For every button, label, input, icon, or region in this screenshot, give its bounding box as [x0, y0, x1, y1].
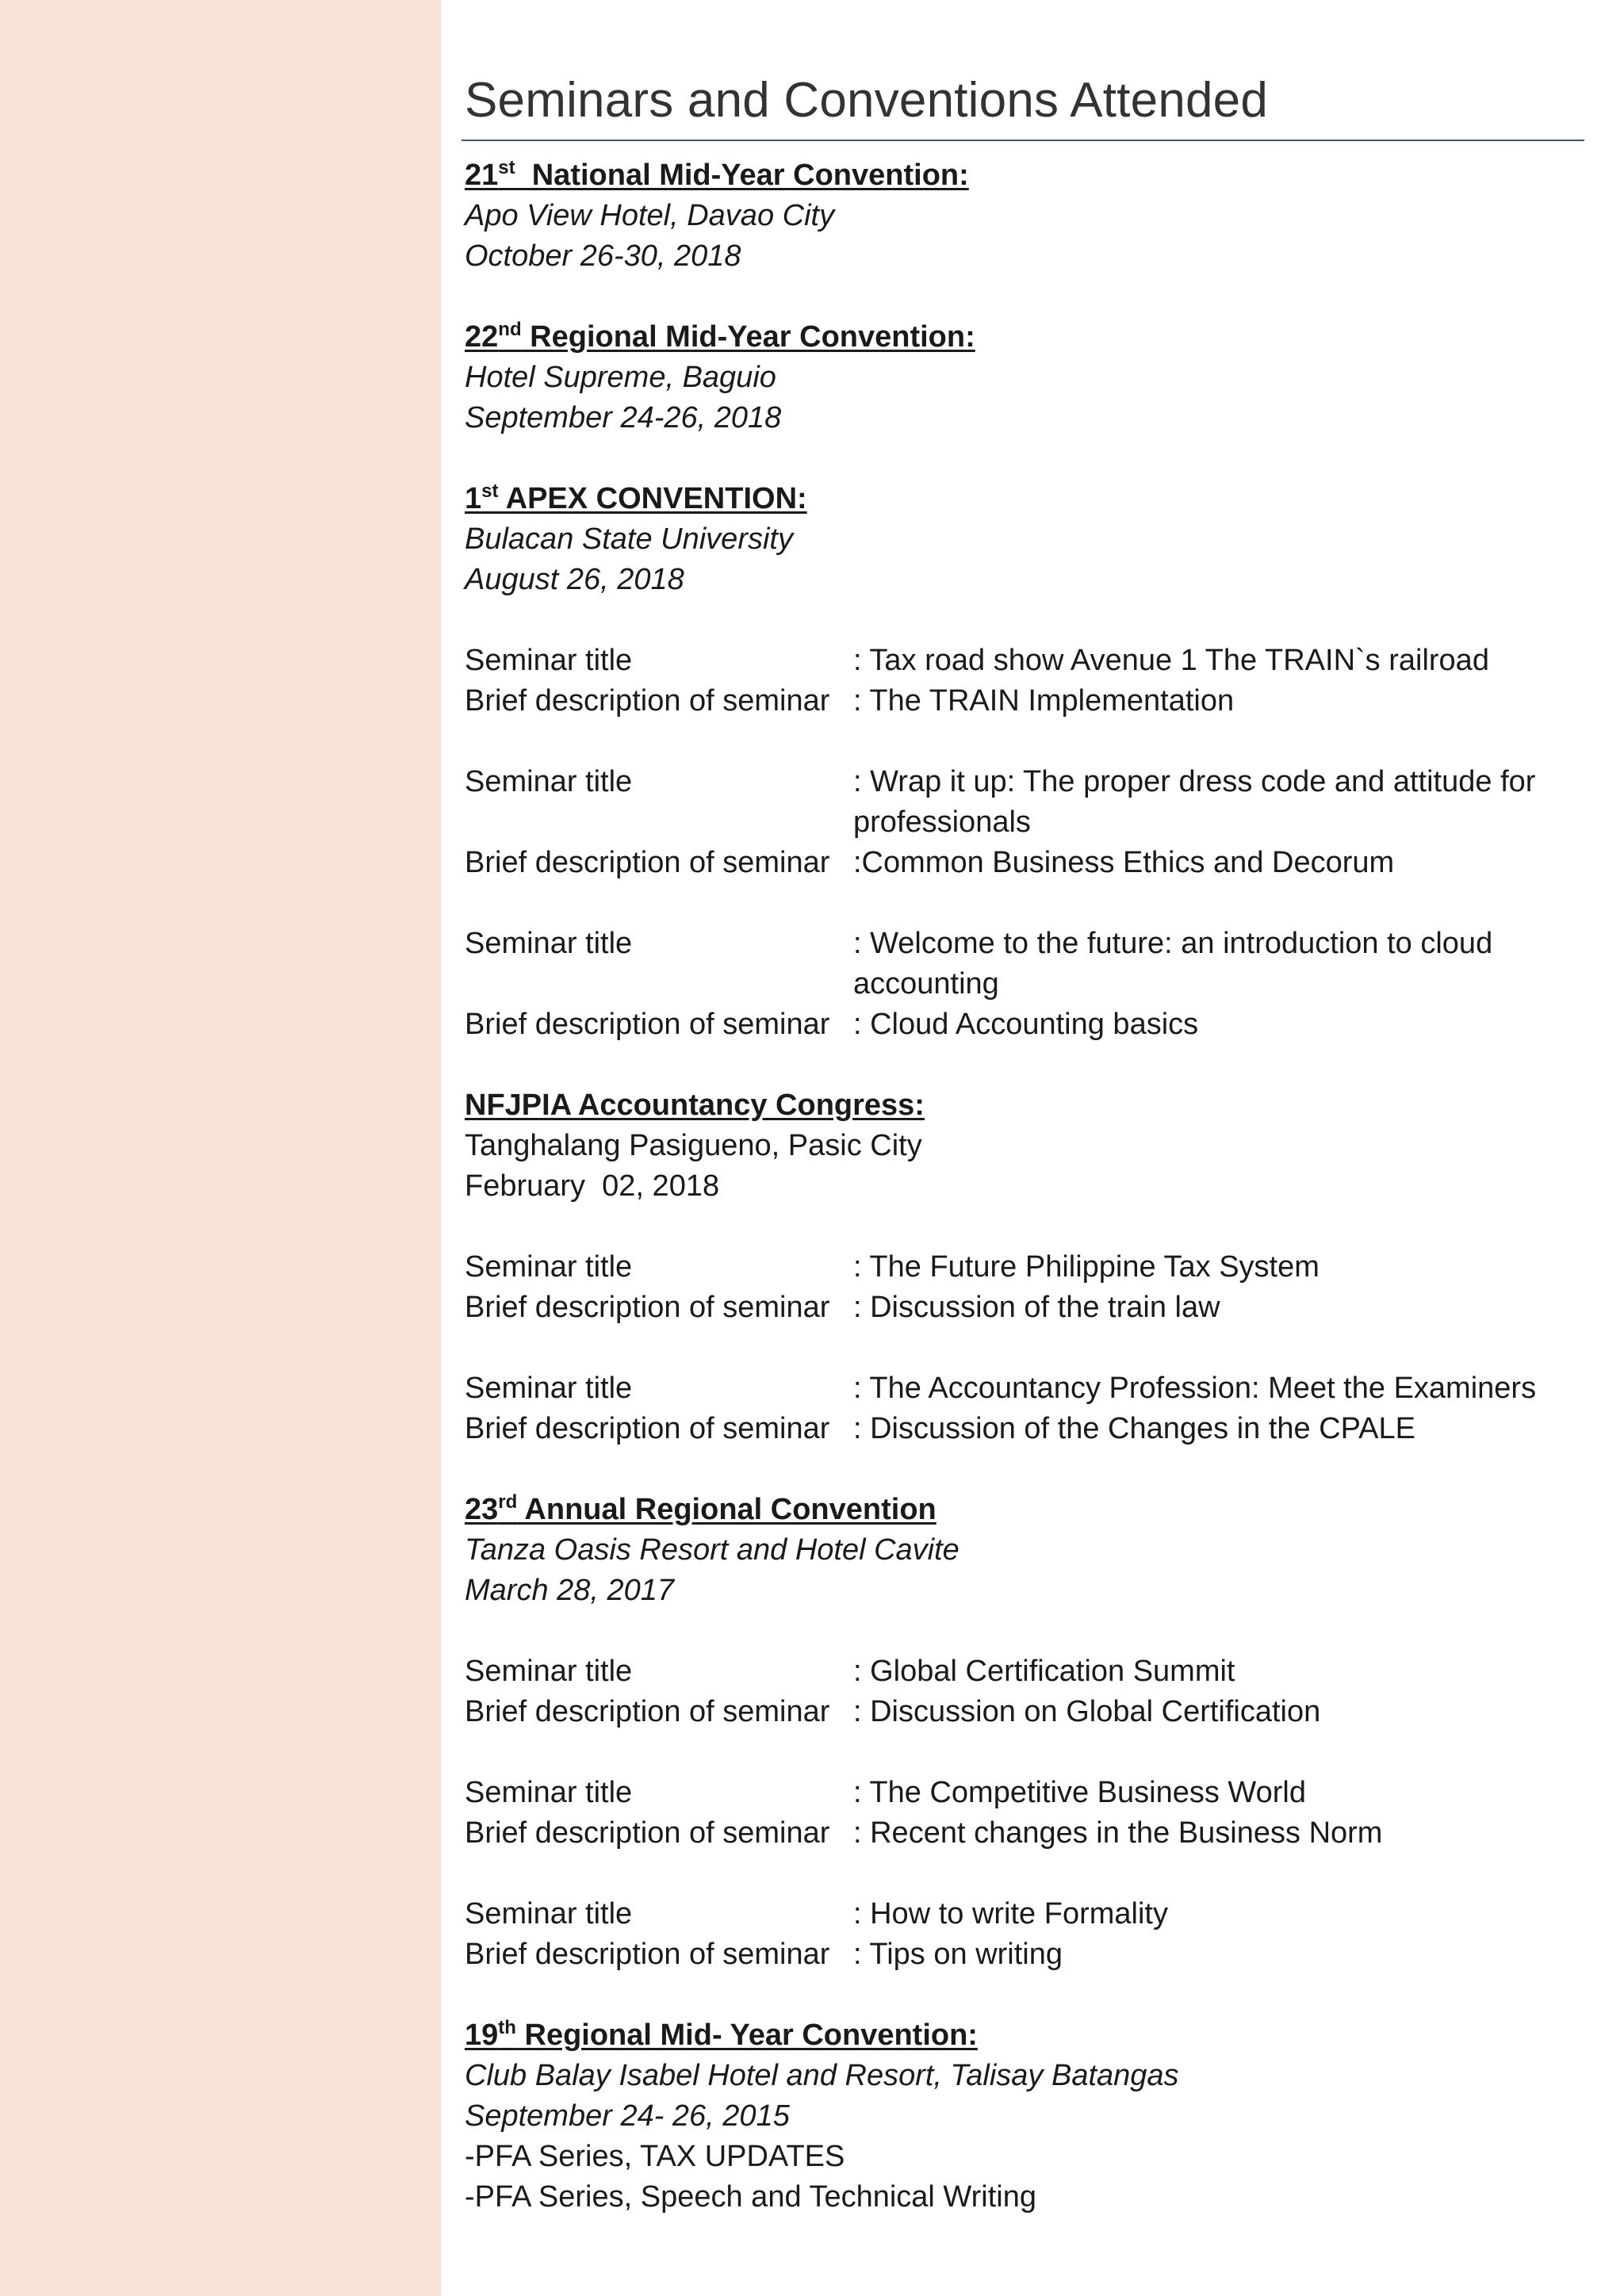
seminar-description-label: Brief description of seminar	[465, 1695, 830, 1728]
seminar-description-value: :Common Business Ethics and Decorum	[853, 846, 1395, 879]
seminar-entry	[465, 1651, 1583, 1732]
seminar-title-label: Seminar title	[465, 1776, 633, 1809]
event-title: 22nd Regional Mid-Year Convention:	[465, 319, 975, 354]
seminar-description-label: Brief description of seminar	[465, 1938, 830, 1971]
event-venue: Club Balay Isabel Hotel and Resort, Talisay Batangas	[465, 2059, 1179, 2092]
events-list	[465, 155, 1583, 2258]
seminar-title-label: Seminar title	[465, 1372, 633, 1405]
seminar-title-value: : Wrap it up: The proper dress code and attitude for professionals	[853, 765, 1536, 839]
seminar-description-label: Brief description of seminar	[465, 1008, 830, 1041]
seminar-description-label: Brief description of seminar	[465, 1816, 830, 1850]
event-title: 19th Regional Mid- Year Convention:	[465, 2017, 978, 2052]
seminar-entry	[465, 641, 1583, 721]
seminar-description-value: : The TRAIN Implementation	[853, 684, 1235, 718]
seminar-entry	[465, 762, 1583, 883]
seminar-title-value: : Welcome to the future: an introduction to cloud accounting	[853, 927, 1493, 1001]
event-section	[465, 479, 1583, 600]
seminar-description-value: : Discussion on Global Certification	[853, 1695, 1321, 1728]
event-title: 21st National Mid-Year Convention:	[465, 157, 969, 192]
event-date: September 24- 26, 2015	[465, 2099, 790, 2133]
event-date: October 26-30, 2018	[465, 239, 741, 273]
event-note: -PFA Series, Speech and Technical Writing	[465, 2180, 1036, 2214]
seminar-entry	[465, 1368, 1583, 1449]
title-divider	[462, 140, 1584, 141]
seminar-entry	[465, 1247, 1583, 1328]
seminar-entry	[465, 924, 1583, 1045]
seminar-title-label: Seminar title	[465, 765, 633, 798]
event-venue: Bulacan State University	[465, 522, 793, 556]
event-section	[465, 317, 1583, 438]
seminar-description-label: Brief description of seminar	[465, 846, 830, 879]
page-header	[465, 65, 1583, 136]
seminar-title-label: Seminar title	[465, 1250, 633, 1284]
seminar-description-value: : Discussion of the train law	[853, 1291, 1220, 1324]
seminar-description-value: : Discussion of the Changes in the CPALE	[853, 1412, 1416, 1445]
seminar-title-label: Seminar title	[465, 644, 633, 677]
left-sidebar-band	[0, 0, 441, 2296]
event-date: August 26, 2018	[465, 563, 684, 596]
event-date: March 28, 2017	[465, 1574, 675, 1607]
seminar-description-value: : Recent changes in the Business Norm	[853, 1816, 1383, 1850]
event-title: NFJPIA Accountancy Congress:	[465, 1089, 925, 1122]
seminar-entry	[465, 1773, 1583, 1854]
seminar-title-value: : How to write Formality	[853, 1897, 1168, 1931]
event-title: 23rd Annual Regional Convention	[465, 1491, 936, 1526]
seminar-description-value: : Tips on writing	[853, 1938, 1063, 1971]
seminar-title-label: Seminar title	[465, 1655, 633, 1688]
seminar-title-label: Seminar title	[465, 1897, 633, 1931]
event-section	[465, 2015, 1583, 2218]
event-date: September 24-26, 2018	[465, 401, 782, 434]
seminar-description-label: Brief description of seminar	[465, 1291, 830, 1324]
event-note: -PFA Series, TAX UPDATES	[465, 2140, 845, 2173]
seminar-entry	[465, 1894, 1583, 1975]
seminar-description-label: Brief description of seminar	[465, 684, 830, 718]
event-section	[465, 155, 1583, 277]
event-date: February 02, 2018	[465, 1169, 720, 1203]
seminar-title-value: : The Future Philippine Tax System	[853, 1250, 1320, 1284]
event-section	[465, 1085, 1583, 1207]
event-section	[465, 1490, 1583, 1611]
seminar-title-value: : The Competitive Business World	[853, 1776, 1306, 1809]
seminar-title-value: : Global Certification Summit	[853, 1655, 1235, 1688]
event-venue: Tanghalang Pasigueno, Pasic City	[465, 1129, 922, 1162]
event-venue: Hotel Supreme, Baguio	[465, 361, 776, 394]
page-title: Seminars and Conventions Attended	[465, 73, 1269, 128]
seminar-description-value: : Cloud Accounting basics	[853, 1008, 1199, 1041]
seminar-description-label: Brief description of seminar	[465, 1412, 830, 1445]
seminar-title-value: : Tax road show Avenue 1 The TRAIN`s railroad	[853, 644, 1489, 677]
event-venue: Tanza Oasis Resort and Hotel Cavite	[465, 1533, 959, 1567]
seminar-title-label: Seminar title	[465, 927, 633, 960]
event-venue: Apo View Hotel, Davao City	[465, 199, 835, 232]
seminar-title-value: : The Accountancy Profession: Meet the Examiners	[853, 1372, 1537, 1405]
event-title: 1st APEX CONVENTION:	[465, 480, 807, 515]
